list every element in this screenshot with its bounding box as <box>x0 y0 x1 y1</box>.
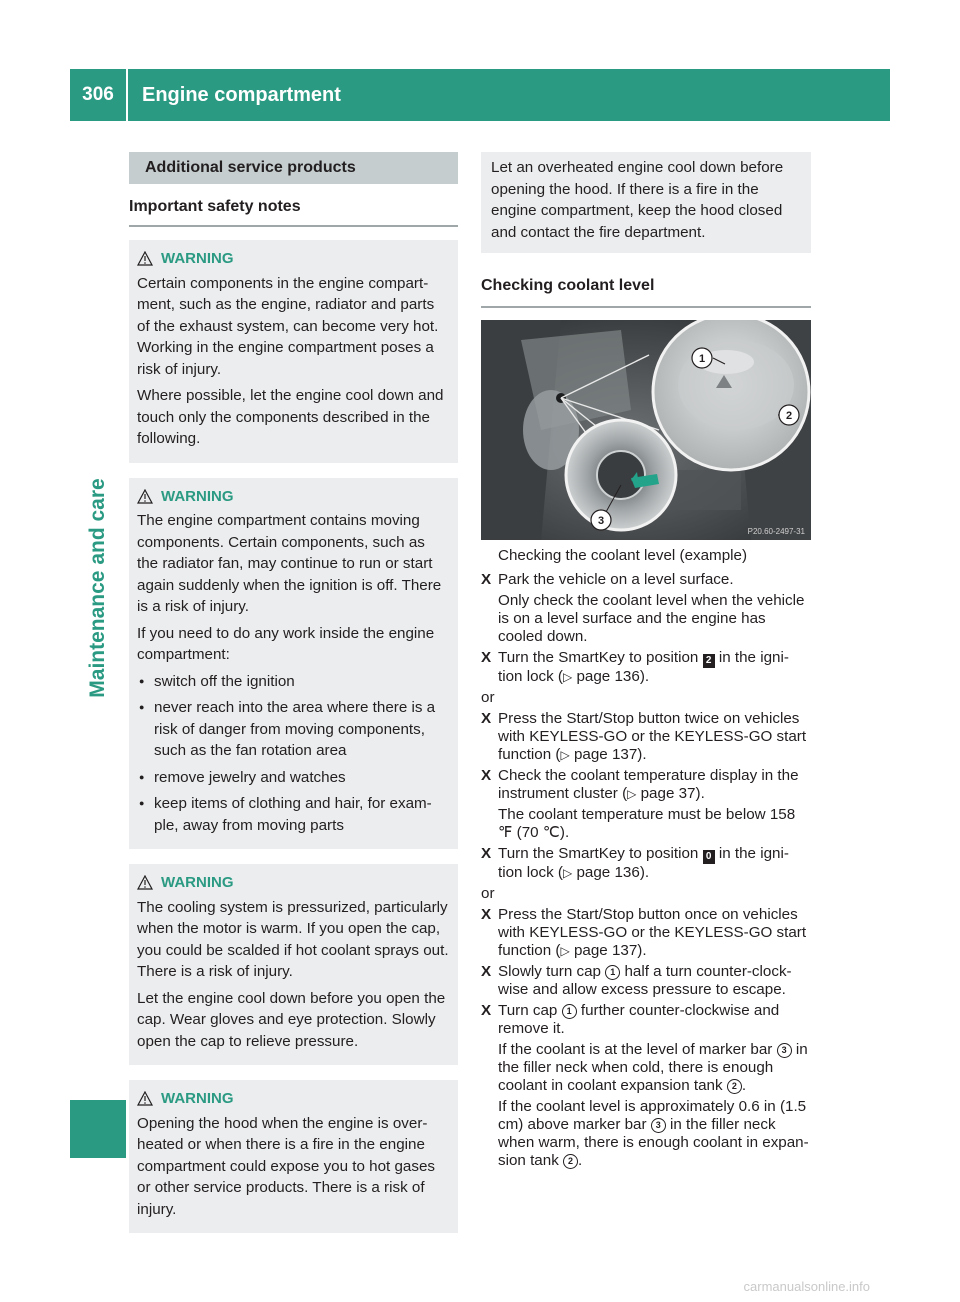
step-8-note-1: If the coolant is at the level of marker bar 3 in the filler neck when cold, there is enough coolant in coolant expansion tank 2 . <box>498 1041 808 1094</box>
step-1 <box>481 571 811 589</box>
page-number: 306 <box>82 84 114 105</box>
warning-header <box>137 872 450 894</box>
step-text: Turn cap <box>498 1002 558 1019</box>
page-reference[interactable]: page 136). <box>576 668 650 685</box>
callout-3-label: 3 <box>597 514 605 527</box>
or-label: or <box>481 885 495 902</box>
marker-3-icon: 3 <box>651 1118 666 1133</box>
step-arrow-icon: X <box>481 1002 492 1019</box>
step-text: Turn the SmartKey to position <box>498 845 699 862</box>
page-ref-arrow-icon: ▷ <box>627 787 637 801</box>
figure-code: P20.60-2497-31 <box>747 526 805 536</box>
warning-triangle-icon <box>137 875 153 890</box>
step-6 <box>481 906 811 960</box>
step-text: Press the Start/Stop button twice on vehicles with KEYLESS-GO or the KEYLESS-GO start function ( <box>498 710 807 763</box>
list-item: ● never reach into the area where there is a risk of danger from moving components, such as the fan rotation area <box>137 697 450 762</box>
warning-box-3 <box>129 864 458 1065</box>
page-ref-arrow-icon: ▷ <box>563 866 573 880</box>
footer-watermark: carmanualsonline.info <box>743 1279 870 1294</box>
warning-text: If you need to do any work inside the engine compartment: <box>137 624 435 663</box>
warning-label: WARNING <box>161 874 234 891</box>
step-4 <box>481 767 811 803</box>
step-arrow-icon: X <box>481 963 492 980</box>
step-text: in the filler neck when warm, there is enough coolant in expan-sion tank <box>498 1116 809 1169</box>
warning-triangle-icon <box>137 251 153 266</box>
step-arrow-icon: X <box>481 649 492 666</box>
step-2 <box>481 649 811 686</box>
list-item: ● keep items of clothing and hair, for exam-ple, away from moving parts <box>137 793 450 836</box>
step-text: Turn the SmartKey to position <box>498 649 699 666</box>
step-arrow-icon: X <box>481 845 492 862</box>
marker-1-icon: 1 <box>605 965 620 980</box>
warning-triangle-icon <box>137 1091 153 1106</box>
warning-label: WARNING <box>161 250 234 267</box>
list-item: ● remove jewelry and watches <box>137 767 450 789</box>
step-text: Park the vehicle on a level surface. <box>498 571 734 588</box>
step-arrow-icon: X <box>481 710 492 727</box>
warning-header <box>137 248 450 270</box>
warning-label: WARNING <box>161 1090 234 1107</box>
page-reference[interactable]: page 136). <box>576 864 650 881</box>
warning-header <box>137 486 450 508</box>
info-box: Let an overheated engine cool down before opening the hood. If there is a fire in the engine compartment, keep the hood closed and contact the fire department. <box>481 152 811 253</box>
step-text: in the igni-tion lock ( <box>498 845 789 881</box>
engine-figure <box>481 320 811 540</box>
step-text: If the coolant level is approximately 0.6 in (1.5 cm) above marker bar <box>498 1098 807 1133</box>
side-tab-label: Maintenance and care <box>86 478 109 698</box>
warning-text: Certain components in the engine compart-ment, such as the engine, radiator and parts of the exhaust system, can become very hot. Working in the engine compartment poses a risk of injury. <box>137 274 439 378</box>
step-5 <box>481 845 811 882</box>
list-item: ● switch off the ignition <box>137 671 450 693</box>
step-text: half a turn counter-clock-wise and allow excess pressure to escape. <box>498 963 792 998</box>
step-text: Check the coolant temperature display in the instrument cluster ( <box>498 767 799 802</box>
header-divider <box>126 69 128 121</box>
step-4-note: The coolant temperature must be below 158 ℉ (70 ℃). <box>498 806 796 841</box>
step-7 <box>481 963 811 999</box>
step-arrow-icon: X <box>481 767 492 784</box>
step-3 <box>481 710 811 764</box>
left-column <box>129 152 458 1233</box>
marker-2-icon: 2 <box>727 1079 742 1094</box>
warning-text: The cooling system is pressurized, particularly when the motor is warm. If you open the cap, you could be scalded if hot coolant sprays out. There is a risk of injury. <box>137 898 449 980</box>
step-text: If the coolant is at the level of marker bar <box>498 1041 773 1058</box>
page-ref-arrow-icon: ▷ <box>560 748 570 762</box>
step-text: further counter-clockwise and remove it. <box>498 1002 780 1037</box>
step-8-note-2: If the coolant level is approximately 0.6 in (1.5 cm) above marker bar 3 in the filler neck when warm, there is enough coolant in expan-sion tank 2 . <box>498 1098 809 1169</box>
warning-text: The engine compartment contains moving components. Certain components, such as the radiator fan, may continue to run or start again suddenly when the ignition is off. There is a risk of injury. <box>137 512 442 615</box>
warning-text: Let the engine cool down before you open the cap. Wear gloves and eye protection. Slowly open the cap to relieve pressure. <box>137 989 446 1050</box>
warning-box-1 <box>129 240 458 463</box>
engine-compartment-illustration <box>481 320 811 540</box>
ignition-position-icon: 2 <box>703 654 715 668</box>
step-text: Slowly turn cap <box>498 963 601 980</box>
warning-box-2 <box>129 478 458 850</box>
right-column <box>481 152 811 1173</box>
page-ref-arrow-icon: ▷ <box>560 944 570 958</box>
warning-text: Where possible, let the engine cool down and touch only the components described in the following. <box>137 387 444 447</box>
page-reference[interactable]: page 137). <box>573 942 647 959</box>
page-reference[interactable]: page 37). <box>640 785 705 802</box>
marker-1-icon: 1 <box>562 1004 577 1019</box>
page-ref-arrow-icon: ▷ <box>563 670 573 684</box>
subheading-coolant: Checking coolant level <box>481 275 811 308</box>
warning-label: WARNING <box>161 487 234 505</box>
marker-2-icon: 2 <box>563 1154 578 1169</box>
section-title: Additional service products <box>129 152 458 184</box>
or-label: or <box>481 689 495 706</box>
callout-2-label: 2 <box>785 409 793 422</box>
step-1-note: Only check the coolant level when the vehicle is on a level surface and the engine has cooled down. <box>498 592 805 645</box>
page-reference[interactable]: page 137). <box>573 746 647 763</box>
step-arrow-icon: X <box>481 906 492 923</box>
warning-triangle-icon <box>137 489 153 504</box>
warning-header <box>137 1088 450 1110</box>
warning-text: Opening the hood when the engine is over-heated or when there is a fire in the engine compartment could expose you to hot gases or other service products. There is a risk of injury. <box>137 1114 436 1218</box>
side-tab-block <box>70 1100 126 1158</box>
marker-3-icon: 3 <box>777 1043 792 1058</box>
step-text: in the igni-tion lock ( <box>498 649 789 685</box>
step-arrow-icon: X <box>481 571 492 588</box>
warning-box-4 <box>129 1080 458 1233</box>
callout-2 <box>778 405 799 425</box>
step-8 <box>481 1002 811 1038</box>
subheading-safety: Important safety notes <box>129 196 458 228</box>
step-text: Press the Start/Stop button once on vehicles with KEYLESS-GO or the KEYLESS-GO start function ( <box>498 906 807 959</box>
step-text: in the filler neck when cold, there is enough coolant in coolant expansion tank <box>498 1041 808 1094</box>
page-title: Engine compartment <box>142 84 341 106</box>
callout-1-label: 1 <box>698 352 706 365</box>
figure-caption: Checking the coolant level (example) <box>498 546 748 564</box>
ignition-position-icon: 0 <box>703 850 715 864</box>
